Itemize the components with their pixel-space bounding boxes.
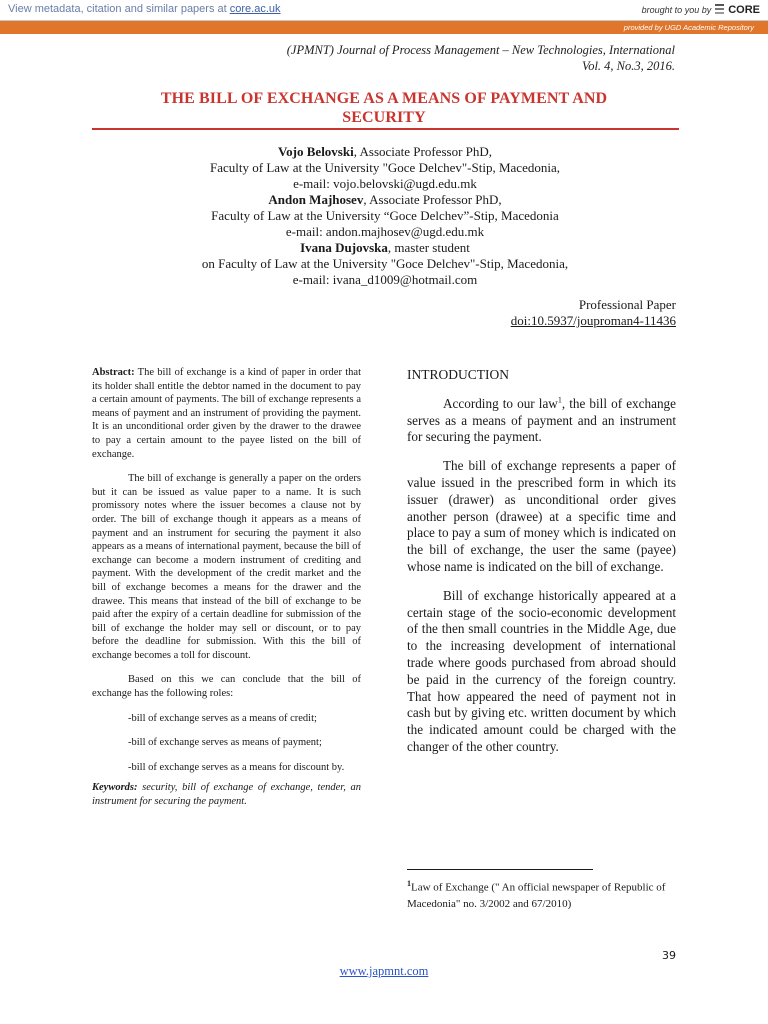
author-name: Andon Majhosev bbox=[268, 192, 364, 207]
author-block bbox=[140, 144, 630, 288]
keywords-text: security, bill of exchange of exchange, tender, an instrument for securing the payment. bbox=[92, 782, 361, 808]
doi-link[interactable]: doi:10.5937/jouproman4-11436 bbox=[510, 313, 676, 328]
body-paragraph: Bill of exchange historically appeared at a certain stage of the socio-economic development of the then small countries in the Middle Age, due to the increasing development of international trade where goods purchased from abroad should be paid in the currency of the foreign country. That how appeared the need of payment not in cash but by giving etc. written document by which the indicated amount could be charged with the changer of the other country. bbox=[407, 587, 676, 754]
author-name: Vojo Belovski bbox=[277, 144, 354, 159]
footnote bbox=[407, 876, 687, 912]
metadata-prefix: View metadata, citation and similar papers at bbox=[8, 3, 227, 15]
role-item: -bill of exchange serves as means of payment; bbox=[128, 737, 322, 749]
author-email: e-mail: andon.majhosev@ugd.edu.mk bbox=[285, 224, 485, 239]
author-affiliation: on Faculty of Law at the University "Goce Delchev"-Stip, Macedonia, bbox=[201, 256, 569, 271]
core-brand: CORE bbox=[728, 3, 760, 16]
author-line-1 bbox=[140, 144, 630, 160]
intro-paragraph bbox=[407, 396, 676, 446]
page-number: 39 bbox=[662, 949, 676, 962]
journal-volume: Vol. 4, No.3, 2016. bbox=[581, 59, 675, 73]
paper-type-block bbox=[511, 297, 676, 329]
core-top-bar bbox=[0, 0, 768, 21]
footnote-text: Law of Exchange (" An official newspaper of Republic of Macedonia" no. 3/2002 and 67/2010) bbox=[407, 881, 666, 910]
body-paragraph: The bill of exchange is generally a paper on the orders but it can be issued as value paper to a name. It is such promissory notes where the issuer becomes a clause not by order. The bill of exchange though it appears as a means of payment and an instrument for securing the payment it also appears as a means of international payment, because the bill of exchange can become a modern instrument of crediting and payment. With the development of the credit market and the bill of exchange becomes a means for the drawer and the drawee. This means that instead of the bill of exchange to be paid after the expiry of a certain deadline for submission of the bill of exchange the holder may sell or discount, or to pay before the deadline for submission. With this the bill of exchange becomes a toll for discount. bbox=[92, 473, 361, 661]
paper-title: THE BILL OF EXCHANGE AS A MEANS OF PAYMENT AND SECURITY bbox=[160, 90, 608, 126]
core-logo-icon bbox=[714, 3, 725, 16]
intro-text-cont: , the bill of exchange serves as a means of payment and an instrument for securing the payment. bbox=[407, 395, 676, 445]
role-item: -bill of exchange serves as a means for discount by. bbox=[128, 761, 345, 773]
author-email: e-mail: ivana_d1009@hotmail.com bbox=[292, 272, 478, 287]
author-affiliation: Faculty of Law at the University “Goce Delchev”-Stip, Macedonia bbox=[211, 208, 559, 223]
intro-text: According to our law bbox=[443, 395, 558, 411]
abstract bbox=[92, 366, 361, 461]
footnote-divider bbox=[407, 869, 593, 870]
abstract-text: The bill of exchange is a kind of paper in order that its holder shall entitle the debtor named in the document to pay a certain amount of payments. The bill of exchange represents a means of payment and an instrument of providing the payment. It is an unconditional order given by the drawer to the drawee to pay a certain amount to the payee listed on the bill of exchange. bbox=[92, 367, 361, 460]
author-role: , master student bbox=[387, 240, 470, 255]
footnote-ref[interactable]: 1 bbox=[557, 395, 562, 405]
author-affiliation: Faculty of Law at the University "Goce Delchev"-Stip, Macedonia, bbox=[210, 160, 560, 175]
role-item: -bill of exchange serves as a means of credit; bbox=[128, 712, 317, 724]
brought-to-you-by[interactable] bbox=[642, 3, 760, 16]
paper-type: Professional Paper bbox=[578, 297, 676, 312]
body-paragraph: Based on this we can conclude that the bill of exchange has the following roles: bbox=[92, 674, 361, 700]
author-name: Ivana Dujovska bbox=[300, 240, 388, 255]
author-line-3 bbox=[140, 240, 630, 256]
left-column bbox=[92, 366, 361, 820]
title-divider bbox=[92, 128, 679, 130]
journal-name: (JPMNT) Journal of Process Management – New Technologies, International bbox=[286, 43, 675, 57]
section-heading: INTRODUCTION bbox=[407, 367, 509, 382]
keywords bbox=[92, 781, 361, 808]
abstract-label: Abstract: bbox=[92, 367, 135, 378]
provider-text[interactable]: provided by UGD Academic Repository bbox=[623, 22, 754, 32]
provider-bar bbox=[0, 21, 768, 34]
author-role: , Associate Professor PhD, bbox=[363, 192, 502, 207]
right-column bbox=[407, 367, 676, 768]
author-line-2 bbox=[140, 192, 630, 208]
footnote-mark: 1 bbox=[407, 879, 411, 888]
core-ac-uk-link[interactable]: core.ac.uk bbox=[229, 3, 281, 15]
metadata-link[interactable] bbox=[8, 3, 281, 15]
author-role: , Associate Professor PhD, bbox=[353, 144, 493, 159]
author-email: e-mail: vojo.belovski@ugd.edu.mk bbox=[293, 176, 477, 191]
keywords-label: Keywords: bbox=[92, 782, 138, 794]
website-link[interactable]: www.japmnt.com bbox=[339, 964, 429, 978]
brought-label: brought to you by bbox=[641, 4, 712, 15]
journal-header bbox=[287, 42, 675, 74]
footer bbox=[0, 964, 768, 979]
body-paragraph: The bill of exchange represents a paper of value issued in the prescribed form in which its issuer (drawer) as unconditional order gives another person (drawee) at a specific time and place to pay a sum of money which is indicated on the bill of exchange, the user the same (payee) whose name is indicated on the bill of exchange. bbox=[407, 458, 676, 574]
